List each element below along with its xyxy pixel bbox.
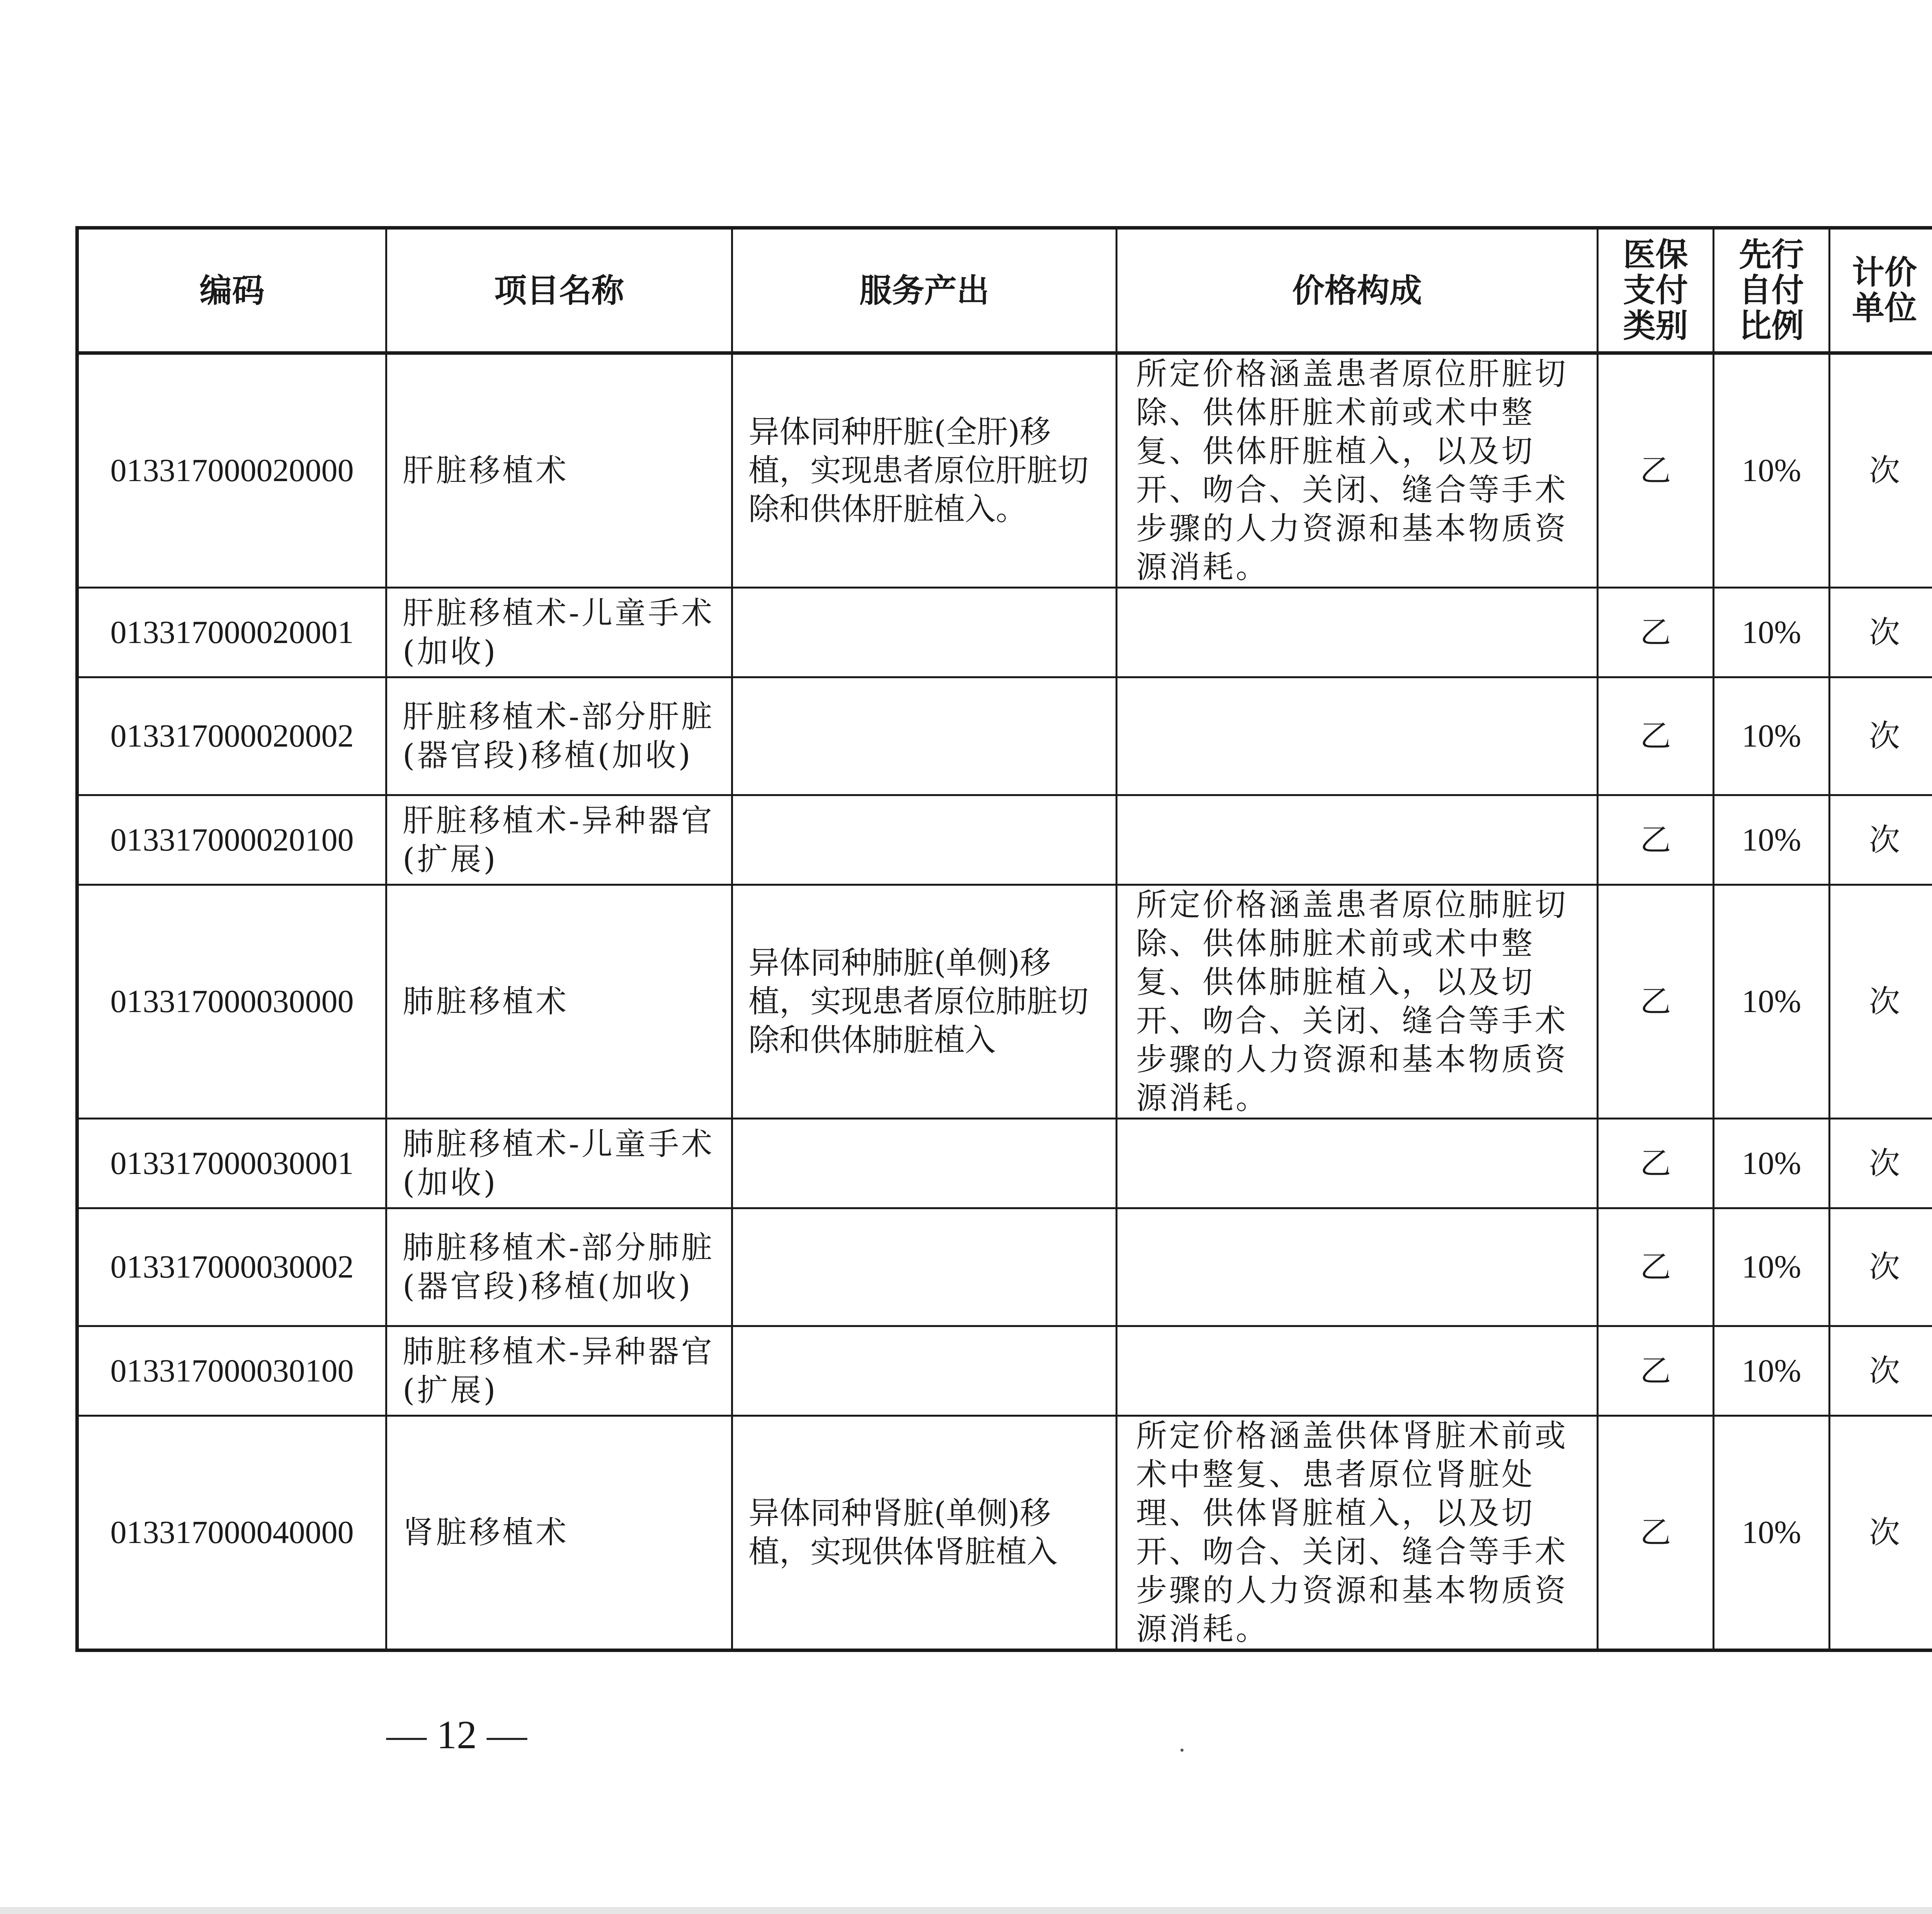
header-unit [1830, 228, 1932, 353]
cell-code: 013317000030000 [77, 885, 386, 1119]
cell-category: 乙 [1598, 795, 1714, 885]
cell-name: 肝脏移植术-部分肝脏(器官段)移植(加收) [386, 677, 732, 795]
cell-service: 异体同种肺脏(单侧)移植，实现患者原位肺脏切除和供体肺脏植入 [732, 885, 1117, 1119]
header-code: 编码 [77, 228, 386, 353]
cell-unit: 次 [1830, 588, 1932, 677]
cell-name: 肝脏移植术-异种器官(扩展) [386, 795, 732, 885]
cell-category: 乙 [1598, 1119, 1714, 1208]
cell-ratio: 10% [1714, 885, 1830, 1119]
scan-edge-band [0, 1907, 1932, 1914]
header-insurance-category-line: 医保 [1623, 235, 1688, 274]
cell-name: 肾脏移植术 [386, 1416, 732, 1650]
table-row [77, 795, 1932, 885]
cell-name: 肺脏移植术-部分肺脏(器官段)移植(加收) [386, 1208, 732, 1326]
cell-name: 肝脏移植术-儿童手术(加收) [386, 588, 732, 677]
cell-code: 013317000030100 [77, 1326, 386, 1416]
cell-ratio: 10% [1714, 1416, 1830, 1650]
cell-unit: 次 [1830, 1208, 1932, 1326]
cell-category: 乙 [1598, 885, 1714, 1119]
cell-price-composition: 所定价格涵盖供体肾脏术前或术中整复、患者原位肾脏处理、供体肾脏植入，以及切开、吻合、关闭、缝合等手术步骤的人力资源和基本物质资源消耗。 [1117, 1416, 1598, 1650]
cell-ratio: 10% [1714, 1119, 1830, 1208]
cell-ratio: 10% [1714, 353, 1830, 588]
cell-service [732, 1326, 1117, 1416]
cell-ratio: 10% [1714, 795, 1830, 885]
cell-code: 013317000020001 [77, 588, 386, 677]
table-row [77, 677, 1932, 795]
cell-name: 肺脏移植术 [386, 885, 732, 1119]
cell-code: 013317000040000 [77, 1416, 386, 1650]
cell-category: 乙 [1598, 1416, 1714, 1650]
table-row [77, 1326, 1932, 1416]
header-self-pay-line: 自付 [1739, 271, 1804, 309]
header-self-pay-line: 比例 [1739, 306, 1804, 345]
cell-category: 乙 [1598, 677, 1714, 795]
cell-ratio: 10% [1714, 1208, 1830, 1326]
header-price-composition: 价格构成 [1117, 228, 1598, 353]
cell-category: 乙 [1598, 353, 1714, 588]
cell-unit: 次 [1830, 353, 1932, 588]
cell-service [732, 795, 1117, 885]
table-row [77, 353, 1932, 588]
cell-price-composition [1117, 588, 1598, 677]
cell-unit: 次 [1830, 1119, 1932, 1208]
table-row [77, 1119, 1932, 1208]
cell-service [732, 1208, 1117, 1326]
cell-price-composition [1117, 1326, 1598, 1416]
header-insurance-category-line: 类别 [1623, 306, 1688, 345]
cell-price-composition [1117, 1119, 1598, 1208]
cell-name: 肺脏移植术-异种器官(扩展) [386, 1326, 732, 1416]
cell-name: 肝脏移植术 [386, 353, 732, 588]
cell-service: 异体同种肝脏(全肝)移植，实现患者原位肝脏切除和供体肝脏植入。 [732, 353, 1117, 588]
cell-category: 乙 [1598, 588, 1714, 677]
cell-unit: 次 [1830, 795, 1932, 885]
header-name: 项目名称 [386, 228, 732, 353]
cell-code: 013317000020100 [77, 795, 386, 885]
table-row [77, 588, 1932, 677]
header-insurance-category [1598, 228, 1714, 353]
table-header [77, 228, 1932, 353]
cell-name: 肺脏移植术-儿童手术(加收) [386, 1119, 732, 1208]
scan-speck [1180, 1749, 1184, 1752]
cell-category: 乙 [1598, 1208, 1714, 1326]
header-self-pay-line: 先行 [1739, 235, 1804, 274]
cell-price-composition [1117, 677, 1598, 795]
cell-ratio: 10% [1714, 1326, 1830, 1416]
cell-code: 013317000030001 [77, 1119, 386, 1208]
cell-service [732, 677, 1117, 795]
cell-service: 异体同种肾脏(单侧)移植，实现供体肾脏植入 [732, 1416, 1117, 1650]
cell-unit: 次 [1830, 885, 1932, 1119]
cell-price-composition [1117, 795, 1598, 885]
cell-unit: 次 [1830, 677, 1932, 795]
cell-code: 013317000020002 [77, 677, 386, 795]
cell-code: 013317000030002 [77, 1208, 386, 1326]
header-self-pay-ratio [1714, 228, 1830, 353]
cell-code: 013317000020000 [77, 353, 386, 588]
price-table [75, 226, 1932, 1652]
table-row [77, 885, 1932, 1119]
cell-price-composition [1117, 1208, 1598, 1326]
cell-price-composition: 所定价格涵盖患者原位肝脏切除、供体肝脏术前或术中整复、供体肝脏植入，以及切开、吻合、关闭、缝合等手术步骤的人力资源和基本物质资源消耗。 [1117, 353, 1598, 588]
header-service: 服务产出 [732, 228, 1117, 353]
table-row [77, 1208, 1932, 1326]
cell-unit: 次 [1830, 1416, 1932, 1650]
cell-price-composition: 所定价格涵盖患者原位肺脏切除、供体肺脏术前或术中整复、供体肺脏植入，以及切开、吻合、关闭、缝合等手术步骤的人力资源和基本物质资源消耗。 [1117, 885, 1598, 1119]
cell-ratio: 10% [1714, 588, 1830, 677]
page-number: — 12 — [386, 1713, 527, 1757]
cell-service [732, 1119, 1117, 1208]
cell-unit: 次 [1830, 1326, 1932, 1416]
header-unit-line: 计价 [1852, 253, 1917, 291]
cell-service [732, 588, 1117, 677]
cell-category: 乙 [1598, 1326, 1714, 1416]
header-insurance-category-line: 支付 [1623, 271, 1688, 309]
table-body [77, 353, 1932, 1650]
cell-ratio: 10% [1714, 677, 1830, 795]
header-unit-line: 单位 [1852, 289, 1917, 327]
table-row [77, 1416, 1932, 1650]
